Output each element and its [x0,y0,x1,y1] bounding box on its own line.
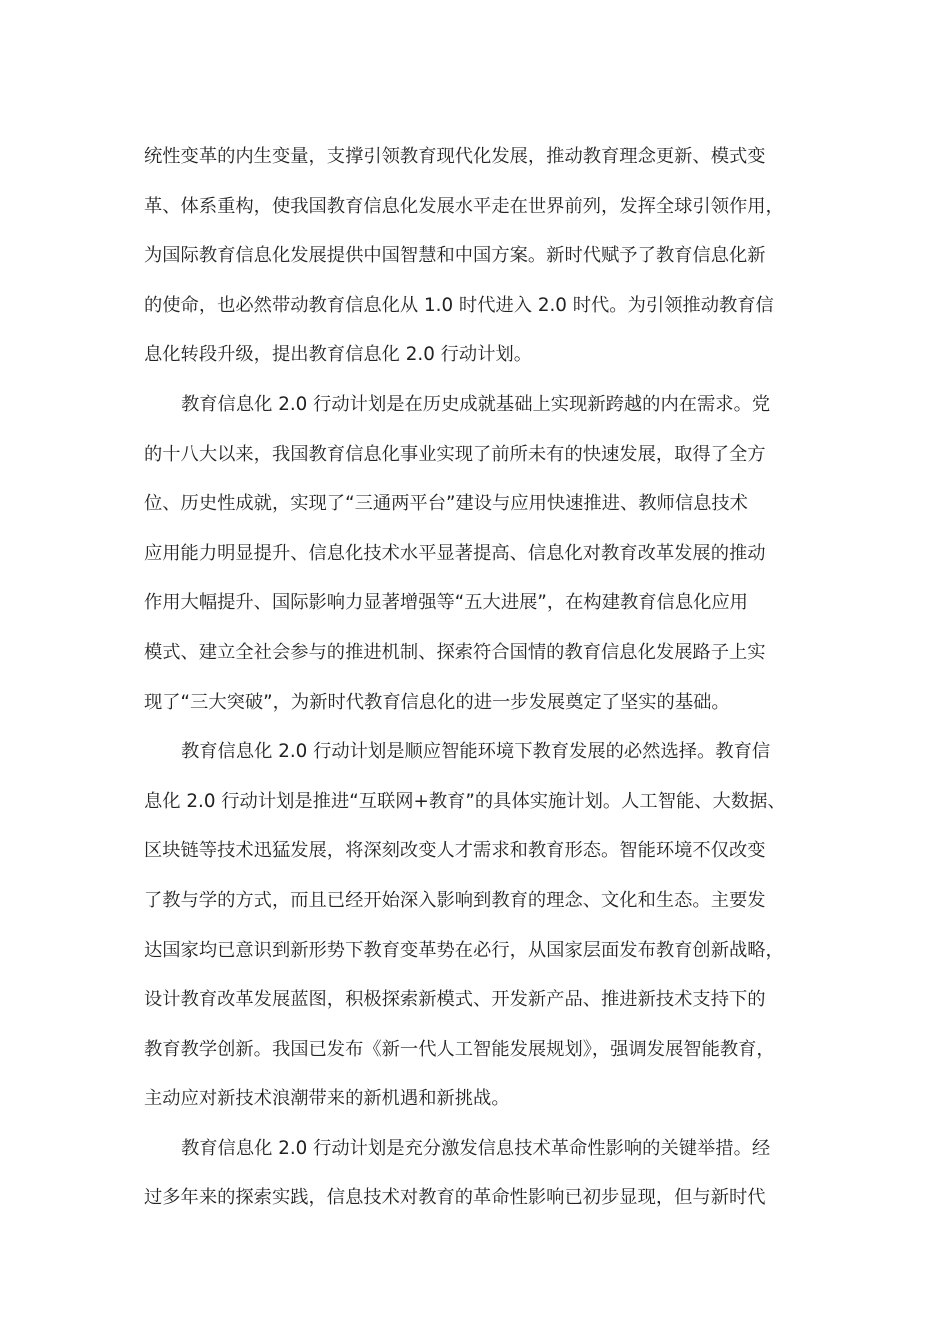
paragraph-first-line: 教育信息化 2.0 行动计划是顺应智能环境下教育发展的必然选择。教育信 [181,741,771,763]
text-line: 位、历史性成就，实现了“三通两平台”建设与应用快速推进、教师信息技术 [144,493,748,515]
text-line: 设计教育改革发展蓝图，积极探索新模式、开发新产品、推进新技术支持下的 [144,989,766,1011]
text-line: 过多年来的探索实践，信息技术对教育的革命性影响已初步显现，但与新时代 [144,1187,766,1209]
text-line: 主动应对新技术浪潮带来的新机遇和新挑战。 [144,1088,510,1110]
text-line: 统性变革的内生变量，支撑引领教育现代化发展，推动教育理念更新、模式变 [144,146,766,167]
text-line: 教育教学创新。我国已发布《新一代人工智能发展规划》，强调发展智能教育， [144,1038,775,1060]
text-line: 的十八大以来，我国教育信息化事业实现了前所未有的快速发展，取得了全方 [144,443,766,465]
text-line: 现了“三大突破”，为新时代教育信息化的进一步发展奠定了坚实的基础。 [144,691,730,713]
text-line: 模式、建立全社会参与的推进机制、探索符合国情的教育信息化发展路子上实 [144,641,766,663]
text-line: 作用大幅提升、国际影响力显著增强等“五大进展”，在构建教育信息化应用 [144,592,748,614]
paragraph-first-line: 教育信息化 2.0 行动计划是充分激发信息技术革命性影响的关键举措。经 [181,1137,771,1159]
text-line: 的使命，也必然带动教育信息化从 1.0 时代进入 2.0 时代。为引领推动教育信 [144,294,774,316]
text-line: 应用能力明显提升、信息化技术水平显著提高、信息化对教育改革发展的推动 [144,542,766,564]
text-line: 为国际教育信息化发展提供中国智慧和中国方案。新时代赋予了教育信息化新 [144,245,766,267]
text-line: 息化 2.0 行动计划是推进“互联网+教育”的具体实施计划。人工智能、大数据、 [144,790,786,812]
text-line: 达国家均已意识到新形势下教育变革势在必行，从国家层面发布教育创新战略， [144,939,784,961]
paragraph-first-line: 教育信息化 2.0 行动计划是在历史成就基础上实现新跨越的内在需求。党 [181,393,771,415]
text-line: 区块链等技术迅猛发展，将深刻改变人才需求和教育形态。智能环境不仅改变 [144,840,766,862]
document-body [144,132,809,1223]
text-line: 了教与学的方式，而且已经开始深入影响到教育的理念、文化和生态。主要发 [144,889,766,911]
text-line: 息化转段升级，提出教育信息化 2.0 行动计划。 [144,344,533,366]
text-line: 革、体系重构，使我国教育信息化发展水平走在世界前列，发挥全球引领作用， [144,195,784,217]
